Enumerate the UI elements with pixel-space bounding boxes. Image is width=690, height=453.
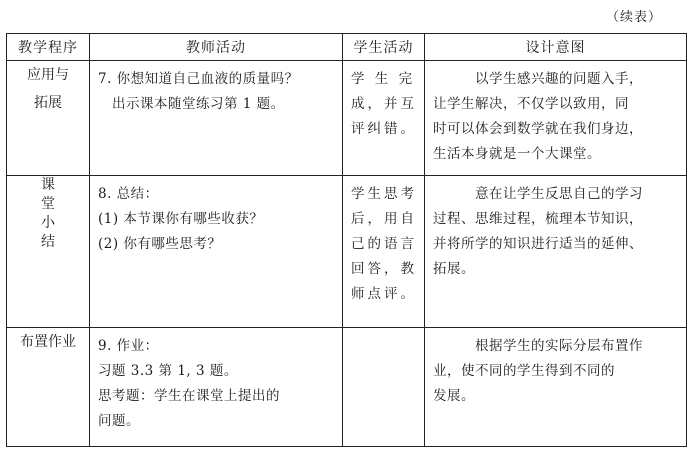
student-cell: [343, 61, 425, 176]
student-line: 评纠错。: [351, 121, 417, 137]
design-line: 时可以体会到数学就在我们身边，: [433, 121, 643, 137]
stage-cell: [7, 328, 90, 447]
design-line: 以学生感兴趣的问题入手，: [475, 71, 643, 87]
design-cell: [425, 328, 687, 447]
teacher-line: 出示课本随堂练习第 1 题。: [112, 96, 285, 112]
student-line: 学生思考: [351, 186, 417, 202]
student-line: 后，用自: [351, 211, 417, 227]
student-line: 己的语言: [351, 236, 417, 252]
stage-cell: [7, 61, 90, 176]
student-line: 师点评。: [351, 286, 417, 302]
design-line: 过程、思维过程，梳理本节知识，: [433, 211, 643, 227]
continued-label: （续表）: [605, 10, 662, 25]
teacher-line: 思考题：学生在课堂上提出的: [98, 388, 280, 404]
design-line: 拓展。: [433, 261, 475, 277]
stage-cell: [7, 176, 90, 328]
header-row: [7, 34, 687, 61]
teacher-line: (1) 本节课你有哪些收获？: [98, 211, 264, 227]
student-line: 回答，教: [351, 261, 417, 277]
teacher-line: 9. 作业：: [98, 338, 159, 354]
design-line: 业，使不同的学生得到不同的: [433, 363, 615, 379]
student-line: 成，并互: [351, 96, 417, 112]
header-teacher-activity: 教师活动: [90, 34, 343, 61]
design-line: 根据学生的实际分层布置作: [475, 338, 643, 354]
stage-line: 课: [41, 177, 55, 193]
teacher-line: 问题。: [98, 413, 140, 429]
stage-line: 小: [41, 215, 55, 231]
stage-line: 堂: [41, 196, 55, 212]
lesson-plan-table: [6, 33, 687, 447]
design-line: 意在让学生反思自己的学习: [475, 186, 643, 202]
design-line: 发展。: [433, 388, 475, 404]
header-student-activity: 学生活动: [343, 34, 425, 61]
stage-line: 应用与: [27, 67, 69, 83]
design-line: 并将所学的知识进行适当的延伸、: [433, 236, 643, 252]
teacher-line: 8. 总结：: [98, 186, 159, 202]
design-line: 让学生解决，不仅学以致用，同: [433, 96, 629, 112]
teacher-cell: [90, 328, 343, 447]
student-cell: [343, 176, 425, 328]
stage-line: 布置作业: [20, 334, 76, 350]
teacher-line: (2) 你有哪些思考？: [98, 236, 222, 252]
design-cell: [425, 61, 687, 176]
stage-line: 拓展: [34, 95, 62, 111]
teacher-cell: [90, 61, 343, 176]
student-line: 学 生 完: [351, 71, 416, 87]
header-design-intent: 设计意图: [425, 34, 687, 61]
header-stage: 教学程序: [7, 34, 90, 61]
design-line: 生活本身就是一个大课堂。: [433, 146, 601, 162]
design-cell: [425, 176, 687, 328]
table-row: [7, 61, 687, 176]
stage-line: 结: [41, 234, 55, 250]
student-cell: [343, 328, 425, 447]
teacher-line: 习题 3.3 第 1, 3 题。: [98, 363, 238, 379]
teacher-cell: [90, 176, 343, 328]
table-row: [7, 328, 687, 447]
teacher-line: 7. 你想知道自己血液的质量吗？: [98, 71, 299, 87]
table-row: [7, 176, 687, 328]
